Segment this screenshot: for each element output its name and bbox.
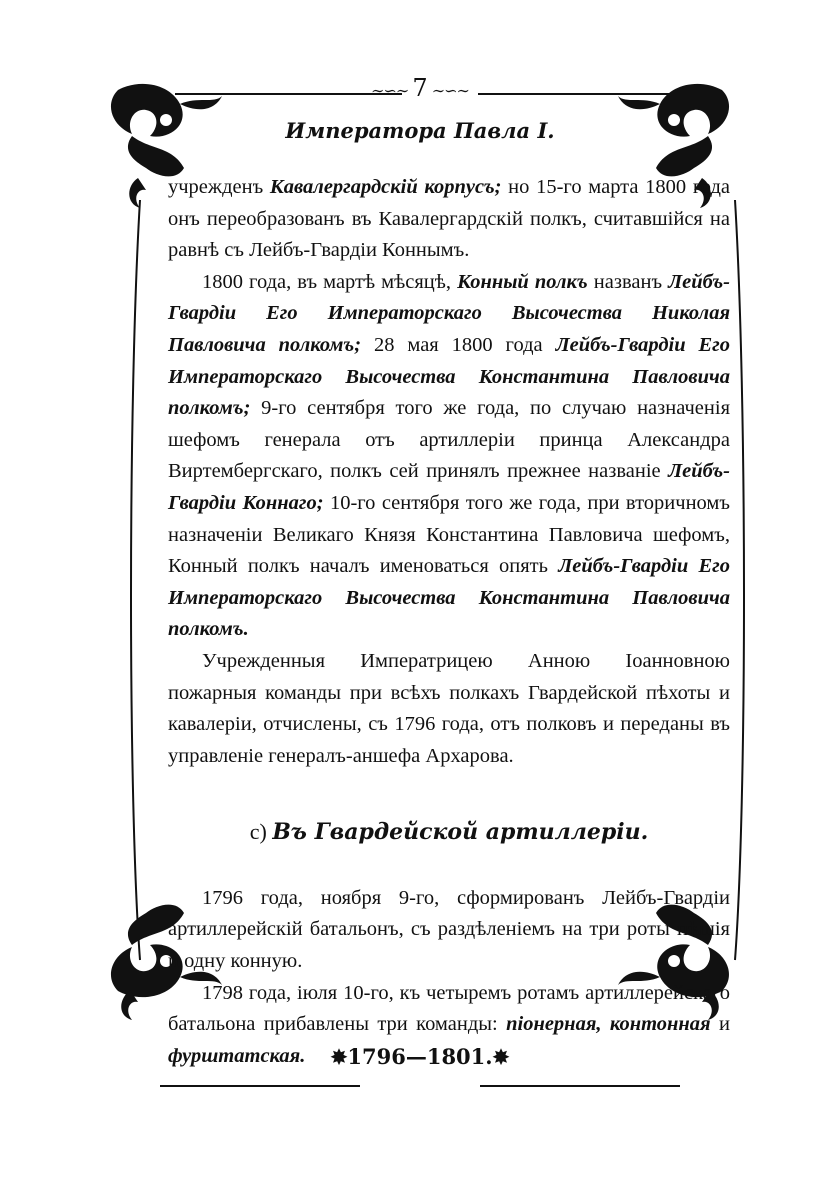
text-run: но 15-го марта 1800 года онъ переобразованъ въ Кавалергардскій полкъ, считавшійся на равнѣ съ Лейбъ-Гвардіи Коннымъ. [168,176,730,262]
running-head: Императора Павла I. [285,118,555,143]
paragraph [168,883,730,978]
page-number [0,74,840,102]
body-text [168,172,730,1072]
text-run: Учрежденныя Императрицею Анною Іоанновною пожарныя команды при всѣхъ полкахъ Гвардейской пѣхоты и кавалеріи, отчислены, съ 1796 года, отъ полковъ и переданы въ управленіе генералъ-аншефа Архарова. [168,649,730,767]
page-number-value: 7 [412,74,428,102]
italic-phrase: Лейбъ-Гвардіи Коннаго; [168,460,730,514]
footer-years [0,1044,840,1069]
text-run: и [710,1013,730,1036]
italic-phrase: Лейбъ-Гвардіи Его Императорскаго Высочества Константина Павловича полкомъ. [168,555,730,641]
italic-phrase: фурштатская. [168,1044,306,1067]
text-run: 1798 года, іюля 10-го, къ четыремъ ротамъ артиллерейскаго батальона прибавлены три команды: [168,981,730,1036]
paragraph [168,646,730,772]
page-number-dash-left: ∼∽∼ [371,81,413,100]
text-run: 1796 года, ноября 9-го, сформированъ Лейбъ-Гвардіи артиллерейскій батальонъ, съ раздѣленіемъ на три роты пѣшія и одну конную. [168,886,730,973]
paragraph [168,267,730,646]
text-run: 28 мая 1800 года [361,333,556,356]
italic-phrase: Лейбъ-Гвардіи Его Императорскаго Высочества Николая Павловича полкомъ; [168,270,731,356]
text-run: названъ [587,270,669,293]
page-number-dash-right: ∼∽∼ [427,81,469,100]
italic-phrase: піонерная, контонная [506,1013,711,1036]
text-run: 9-го сентября того же года, по случаю назначенія шефомъ генерала отъ артиллеріи принца Александра Виртембергскаго, полкъ сей принялъ прежнее названіе [168,397,730,483]
italic-phrase: Конный полкъ [457,270,588,293]
star-icon: ✸ [492,1045,510,1069]
side-flourish-left [121,178,146,1020]
paragraph [168,172,730,267]
footer-years-text: 1796—1801. [347,1044,493,1069]
section-heading [168,816,730,849]
text-run: учрежденъ [168,176,270,198]
italic-phrase: Кавалергардскій корпусъ; [269,176,502,198]
section-title: Въ Гвардейской артиллеріи. [272,819,649,846]
section-letter: c) [249,819,267,845]
italic-phrase: Лейбъ-Гвардіи Его Императорскаго Высочества Константина Павловича полкомъ; [168,333,730,420]
star-icon: ✸ [330,1045,348,1069]
text-run: 1800 года, въ мартѣ мѣсяцѣ, [202,270,458,293]
text-run: 10-го сентября того же года, при вторичномъ назначеніи Великаго Князя Константина Павловича шефомъ, Конный полкъ началъ именоваться опять [168,491,730,578]
